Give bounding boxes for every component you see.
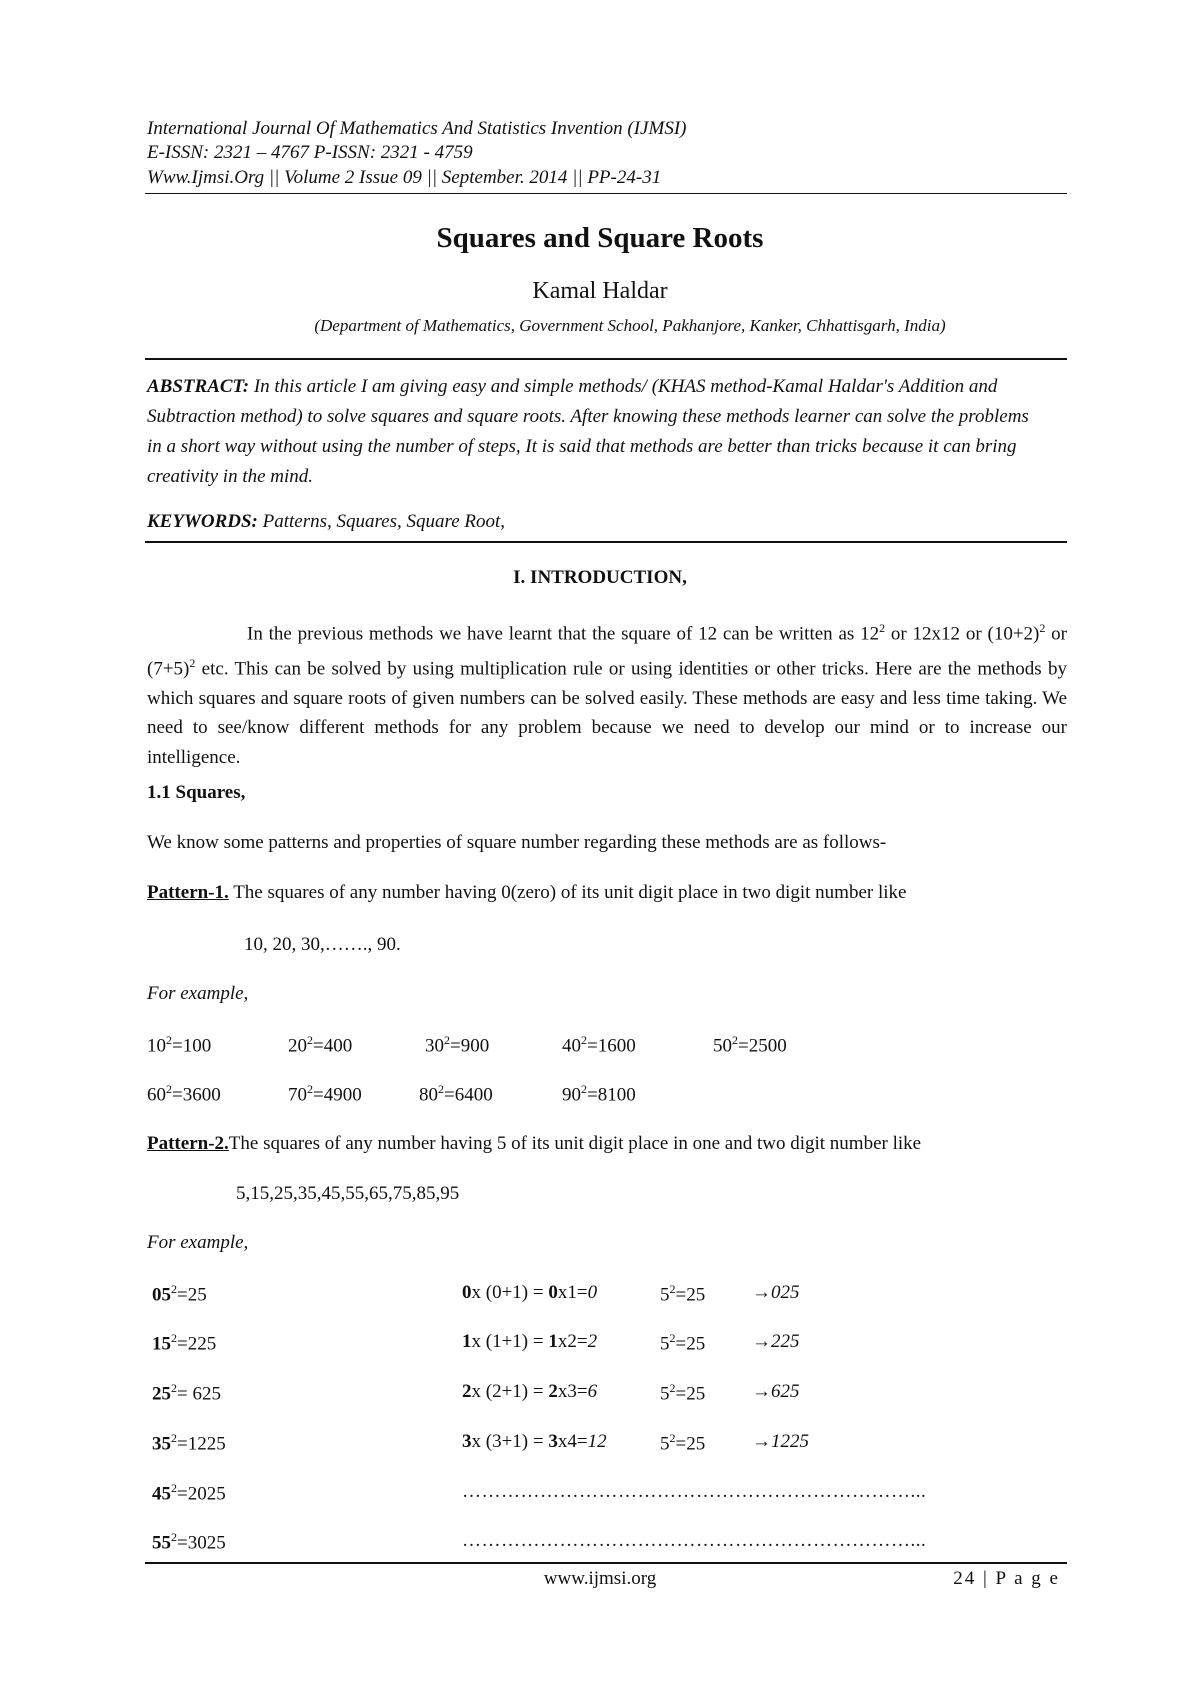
paper-title: Squares and Square Roots	[436, 222, 764, 254]
page-number: 24 | P a g e	[953, 1568, 1060, 1589]
square-result: $55^2=3025$	[152, 1530, 226, 1554]
pattern-2	[147, 1133, 921, 1155]
square-example: $80^2=6400$	[419, 1082, 493, 1106]
keywords-label: KEYWORDS:	[147, 511, 258, 532]
five-square: $5^2=25$	[660, 1331, 706, 1355]
issn-line: E-ISSN: 2321 – 4767 P-ISSN: 2321 - 4759	[147, 142, 473, 163]
square-example: $20^2=400$	[288, 1033, 353, 1057]
final-answer: →025	[752, 1282, 800, 1303]
keywords-text: Patterns, Squares, Square Root,	[257, 511, 506, 532]
pattern-1	[147, 882, 906, 904]
footer-rule	[145, 1562, 1067, 1564]
arrow-icon: →	[752, 1282, 771, 1303]
calc-step: 3x (3+1) = 3x4=12	[462, 1431, 607, 1452]
pattern-2-label: Pattern-2.	[147, 1133, 229, 1154]
square-example: $70^2=4900$	[288, 1082, 362, 1106]
section-heading: I. INTRODUCTION,	[513, 567, 687, 588]
journal-name: International Journal Of Mathematics And Statistics Invention (IJMSI)	[147, 118, 687, 139]
pattern-1-text: The squares of any number having 0(zero) of its unit digit place in two digit number like	[228, 882, 907, 903]
final-answer: →225	[752, 1331, 800, 1352]
arrow-icon: →	[752, 1381, 771, 1402]
affiliation: (Department of Mathematics, Government School, Pakhanjore, Kanker, Chhattisgarh, India)	[314, 316, 946, 335]
square-example: $40^2=1600$	[562, 1033, 636, 1057]
pattern-2-example-label: For example,	[147, 1232, 249, 1253]
square-result: $05^2=25$	[152, 1282, 207, 1306]
abstract	[147, 372, 1047, 492]
abstract-top-rule	[145, 358, 1067, 360]
dotted-leader: ……………………………………………………………...	[462, 1481, 927, 1502]
square-result: $45^2=2025$	[152, 1481, 226, 1505]
volume-line: Www.Ijmsi.Org || Volume 2 Issue 09 || September. 2014 || PP-24-31	[147, 167, 662, 188]
five-square: $5^2=25$	[660, 1431, 706, 1455]
footer-site-link[interactable]: www.ijmsi.org	[543, 1568, 657, 1589]
square-example: $30^2=900$	[425, 1033, 490, 1057]
square-example: $10^2=100$	[147, 1033, 212, 1057]
pattern-1-list: 10, 20, 30,……., 90.	[244, 934, 401, 955]
pattern-1-label: Pattern-1.	[147, 882, 229, 903]
square-example: $50^2=2500$	[713, 1033, 787, 1057]
arrow-icon: →	[752, 1331, 771, 1352]
subsection-heading: 1.1 Squares,	[147, 782, 246, 803]
patterns-intro: We know some patterns and properties of square number regarding these methods are as follows-	[147, 832, 887, 853]
calc-step: 0x (0+1) = 0x1=0	[462, 1282, 598, 1303]
square-result: $15^2=225$	[152, 1331, 217, 1355]
square-example: $60^2=3600$	[147, 1082, 221, 1106]
header-rule	[145, 193, 1067, 194]
square-example: $90^2=8100$	[562, 1082, 636, 1106]
author-name: Kamal Haldar	[532, 278, 668, 304]
five-square: $5^2=25$	[660, 1381, 706, 1405]
abstract-bottom-rule	[145, 541, 1067, 543]
arrow-icon: →	[752, 1431, 771, 1452]
final-answer: →625	[752, 1381, 800, 1402]
final-answer: →1225	[752, 1431, 809, 1452]
square-result: $25^2= 625$	[152, 1381, 221, 1405]
pattern-2-list: 5,15,25,35,45,55,65,75,85,95	[236, 1183, 460, 1204]
abstract-text: In this article I am giving easy and simple methods/ (KHAS method-Kamal Haldar's Addition and Subtraction method) to solve squares and square roots. After knowing these methods learner can solve the problems in a short way without using the number of steps, It is said that methods are better than tricks because it can bring creativity in the mind.	[147, 376, 1029, 487]
five-square: $5^2=25$	[660, 1282, 706, 1306]
keywords	[147, 511, 505, 533]
pattern-1-example-label: For example,	[147, 983, 249, 1004]
square-result: $35^2=1225$	[152, 1431, 226, 1455]
intro-paragraph: In the previous methods we have learnt that the square of 12 can be written as $12^2$ or 12x12 or $(10+2)^2$ or $(7+5)^2$ etc. This can be solved by using multiplication rule or using identities or other tricks. Here are the methods by which squares and square roots of given numbers can be solved easily. These methods are easy and less time taking. We need to see/know different methods for any problem because we need to develop our mind or to increase our intelligence.	[147, 621, 1068, 768]
dotted-leader: ……………………………………………………………...	[462, 1530, 927, 1551]
pattern-2-text: The squares of any number having 5 of its unit digit place in one and two digit number like	[228, 1133, 922, 1154]
calc-step: 2x (2+1) = 2x3=6	[462, 1381, 598, 1402]
calc-step: 1x (1+1) = 1x2=2	[462, 1331, 598, 1352]
abstract-label: ABSTRACT:	[147, 376, 250, 397]
